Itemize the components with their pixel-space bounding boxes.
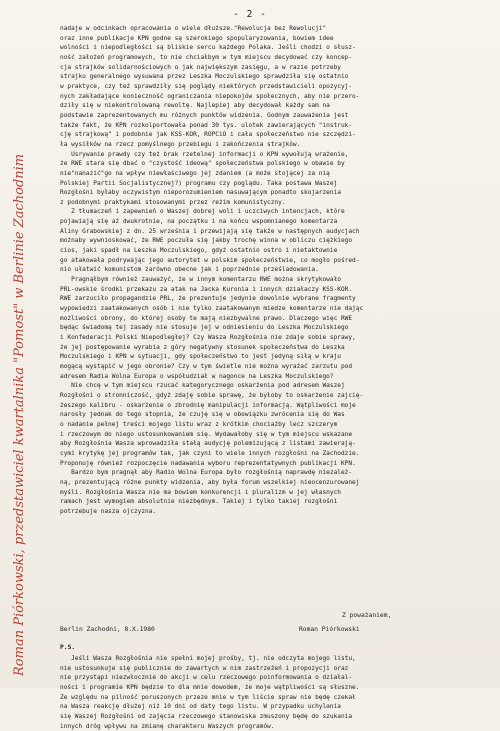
body-line: wypowiedzi zaatakowanych osób i nie tylko zaatakowanym miedze komentarze nie dając bbox=[60, 305, 364, 313]
postscript-line: Ze względu na pilność poruszonych przeze mnie w tym liście spraw nie będę czekał bbox=[60, 693, 356, 701]
body-line: myśli. Rozgłośnia Wasza nie ma bowiem konkurencji i pluralizm w jej własnych bbox=[60, 488, 341, 496]
body-line: aby Rozgłośnia Wasza wprowadziła stałą audycję polemizującą z listami zawierają- bbox=[60, 440, 356, 448]
body-line: strajku generalnego wysuwana przez Leszka Moczulskiego sprawdziła się ostatnio bbox=[60, 73, 349, 81]
body-line: Bardzo bym pragnął aby Radio Wolna Europa było rozgłośnią naprawdę niezależ- bbox=[60, 469, 353, 477]
body-line: podstawie zaprezentowanych mu różnych punktów widzenia. Godnym zauważenia jest bbox=[60, 111, 349, 119]
body-line: nie"nanazić"go na wpływ niewłaściwego jej zdaniem (a może stojącej za nią bbox=[60, 169, 330, 177]
postscript-line: nie ustosunkuje się publicznie do zawartych w nim zastrzeżeń i propozycji oraz bbox=[60, 664, 349, 672]
body-line: cios, jaki spadł na Leszka Moczulskiego, gdyż ostatnio ostro i nietaktownie bbox=[60, 247, 338, 255]
body-line: cja strajków solidarnościowych o jak największym zasięgu, a w razie potrzeby bbox=[60, 63, 341, 71]
body-line: go atakowała podrywając jego autorytet w polskim społeczeństwie, co mogło pośred- bbox=[60, 256, 360, 264]
body-line: cymi krytykę jej programów tak, jak czyni to wiele innych rozgłośni na Zachodzie. bbox=[60, 449, 360, 457]
body-line: w praktyce, czy też sprawdziły się poglądy niektórych przedstawicieli opozycyj- bbox=[60, 82, 353, 90]
body-line: także fakt, że KPN rozkolportowała ponad 30 tys. ulotek zawierających "instruk- bbox=[60, 121, 353, 129]
body-line: że jej postępowanie wyrabia z góry negatywny stosunek społeczeństwa do Leszka bbox=[60, 343, 345, 351]
body-line: cję strajkową" i podobnie jak KSS-KOR, ROPCiO i cała społeczeństwo nie szczędzi- bbox=[60, 131, 356, 139]
body-line: Aliny Grabowskiej z dn. 25 września i przewijają się także w następnych audycjach bbox=[60, 227, 360, 235]
postscript-body bbox=[60, 654, 492, 731]
postscript-line: na Wasza reakcję dłużej niż 10 dni od daty tego listu. W przypadku uchylania bbox=[60, 703, 341, 711]
body-line: mogącą wystąpić w jego obronie? Czy w tym świetle nie można wyrażać zarzutu pod bbox=[60, 362, 353, 370]
margin-handwritten-note: Roman Piórkowski, przedstawiciel kwartalnika "Pomost" w Berlinie Zachodnim bbox=[12, 153, 27, 676]
body-line: ła wysiłków na rzecz pomyślnego przebiegu i zakończenia strajków. bbox=[60, 140, 301, 148]
body-line: narosły jednak do tego stopnia, że czuję się w obowiązku zwrócenia się do Was bbox=[60, 411, 345, 419]
body-line: o nadanie pełnej treści mojego listu wraz z krótkim chociażby lecz szczerym bbox=[60, 420, 338, 428]
body-line: Rozgłośni o stronniczość, gdyż zdaję sobie sprawę, że byłoby to oskarżenie zajcię- bbox=[60, 391, 364, 399]
body-line: dziły się w niekontrolowaną rewoltę. Najlepiej aby decydował każdy sam na bbox=[60, 102, 330, 110]
body-line: Rozgłośni byłaby oczywistym nieporozumieniem nasuwającym ponadto skojarzenia bbox=[60, 189, 341, 197]
body-line: Proponuję również rozpoczęcie nadawania wyboru reprezentatywnych publikacji KPN. bbox=[60, 459, 356, 467]
body-line: pojawiają się aż dwukrotnie, na początku i na końcu wspomnianego komentarza bbox=[60, 218, 338, 226]
letter-body bbox=[60, 24, 492, 516]
postscript-line: nie przystąpi niezwłocznie do akcji w celu rzeczowego poinformowania o działal- bbox=[60, 674, 353, 682]
postscript-line: ności i programie KPN będzie to dla mnie dowodem, że moje wątpliwości są słuszne. bbox=[60, 683, 360, 691]
postscript-line: innych dróg wpływu na zmianę charakteru Waszych programów. bbox=[60, 722, 275, 730]
page-number: - 2 - bbox=[233, 9, 267, 20]
body-line: potrzebuje nasza ojczyzna. bbox=[60, 507, 157, 515]
postscript-line: Jeśli Wasza Rozgłośnia nie spełni mojej prośby, tj. nie odczyta mojego listu, bbox=[60, 655, 356, 662]
body-line: oraz inne publikacje KPN godne są szerokiego spopularyzowania, bowiem idee bbox=[60, 34, 334, 42]
body-line: możnaby wywnioskować, że RWE poczuła się jakby trochę winna w obliczu ciężkiego bbox=[60, 237, 353, 245]
body-line: ną, prezentującą różne punkty widzenia, aby była forum wszelkiej nieocenzurowanej bbox=[60, 478, 360, 486]
postscript-label: P.S. bbox=[60, 644, 76, 651]
closing-salutation: Z poważaniem, bbox=[342, 612, 392, 619]
body-line: Polskiej Partii Socjalistycznej?) programu czy poglądu. Taka postawa Waszej bbox=[60, 179, 338, 187]
signature-name: Roman Piórkowski bbox=[299, 626, 360, 633]
body-line: żeszego kalibru - oskarżenie o zbrodnię manipulacji informacją. Wątpliwości moje bbox=[60, 401, 356, 409]
body-line: adresem Radia Wolna Europa o współudział w nagonce na Leszka Moczulskiego? bbox=[60, 372, 334, 380]
body-line: Moczulskiego i KPN w sytuacji, gdy społeczeństwo to jest jedyną siłą w kraju bbox=[60, 353, 341, 361]
body-line: nych zakładające konieczność ograniczania niepokojów społecznych, aby nie przero- bbox=[60, 92, 360, 100]
body-line: z podobnymi praktykami stosowanymi przez reżim komunistyczny. bbox=[60, 198, 286, 206]
body-line: że RWE stara się dbać o "czystość ideową" społeczeństwa polskiego w obawie by bbox=[60, 160, 345, 168]
body-line: możliwości obrony, do której osoby te mają niezbywalne prawo. Dlaczego więc RWE bbox=[60, 314, 353, 322]
body-line: i rzeczowym do niego ustosunkowaniem się. Wydawałoby się w tym miejscu wskazane bbox=[60, 430, 353, 438]
body-line: Usrywanie prawdy czy też brak rzetelnej informacji o KPN wywołują wrażenie, bbox=[60, 150, 349, 158]
body-line: RWE zarzuciło propagandzie PRL, że prezentuje jedynie dowolnie wybrane fragmenty bbox=[60, 295, 356, 303]
body-line: nio ułatwić komunistom zarówno obecne jak i poprzednie prześladowania. bbox=[60, 266, 319, 274]
body-line: Nie chcę w tym miejscu rzucać kategorycznego oskarżenia pod adresem Waszej bbox=[60, 382, 345, 390]
place-and-date: Berlin Zachodni, 8.X.1980 bbox=[60, 626, 155, 633]
body-line: ramach jest wymogiem absolutnie niezbędnym. Takiej i tylko takiej rozgłośni bbox=[60, 498, 338, 506]
body-line: ność założeń programowych, to nie chciałbym w tym miejscu decydować czy koncep- bbox=[60, 53, 353, 61]
body-line: i Konfederacji Polski Niepodległej? Czy Wasza Rozgłośnia nie zdaje sobie sprawy, bbox=[60, 334, 356, 341]
body-line: wolności i niepodległości są bliskie sercu każdego Polaka. Jeśli chodzi o słusz- bbox=[60, 44, 356, 52]
postscript-line: się Waszej Rozgłośni od zajęcia rzeczowego stanowiska zmuszony będę do szukania bbox=[60, 712, 353, 720]
body-line: będąc świadomą tej zasady nie stosuje jej w odniesieniu do Leszka Moczulskiego bbox=[60, 324, 349, 332]
body-line: nadaje w odcinkach opracowania o wiele dłuższe."Rewolucja bez Rewolucji" bbox=[60, 25, 327, 32]
body-line: Z tłumaczeń i zapewnień o Waszej dobrej woli i uczciwych intencjach, które bbox=[60, 208, 345, 216]
body-line: PRL-owskie środki przekazu za atak na Jacka Kuronia i innych działaczy KSS-KOR. bbox=[60, 285, 353, 293]
body-line: Pragnąłbym również zauważyć, że w innym komentarzu RWE można skrytykowało bbox=[60, 276, 341, 284]
